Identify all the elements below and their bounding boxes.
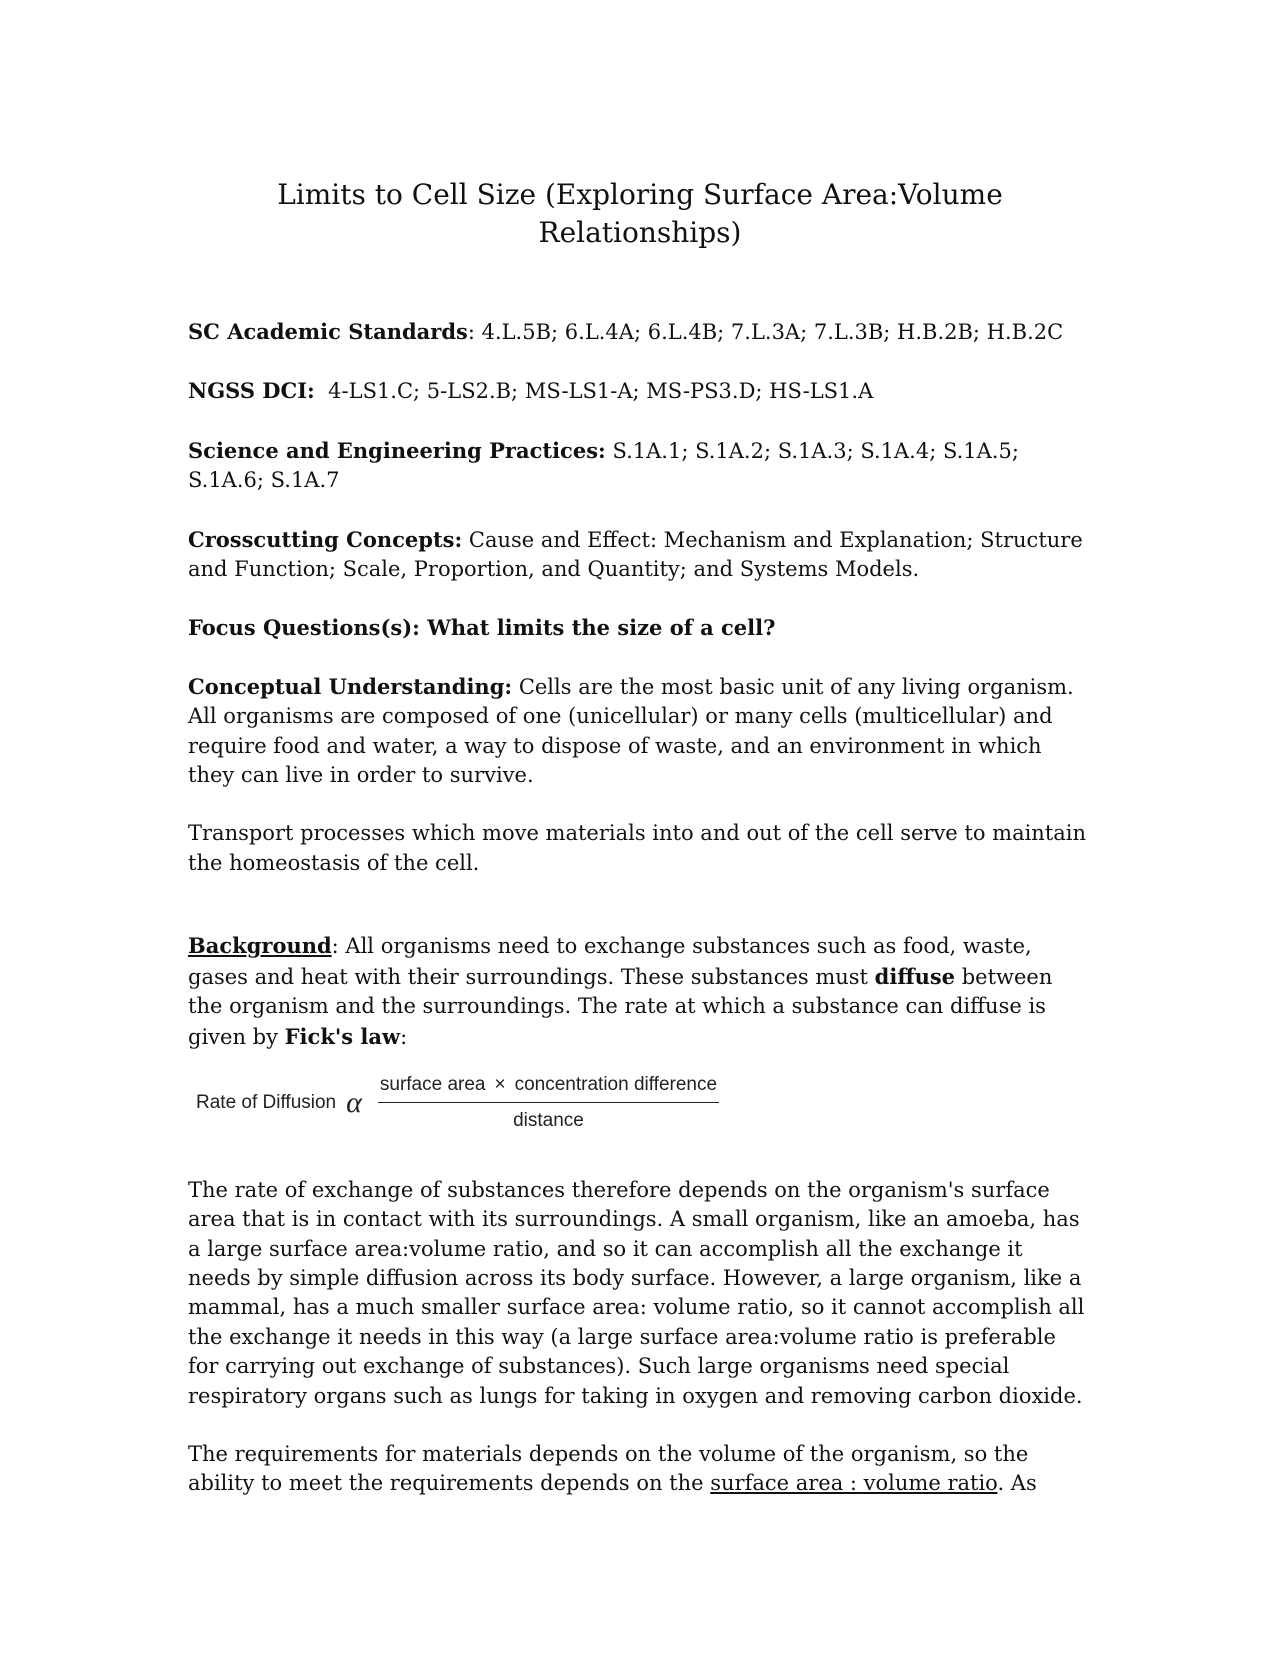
crosscutting-line [188, 525, 1088, 585]
formula-numerator [378, 1070, 719, 1103]
proportional-symbol: α [346, 1085, 362, 1119]
sc-standards-label: SC Academic Standards [188, 319, 468, 344]
ngss-dci-label: NGSS DCI: [188, 378, 315, 404]
background-label: Background [188, 933, 332, 959]
ficks-law-term: Fick's law [284, 1023, 401, 1049]
diffuse-term: diffuse [874, 963, 956, 989]
background-text-2: between the organism and the surroundings. The rate at which a substance can diffuse is given by [188, 964, 1053, 1049]
ngss-dci-value: 4-LS1.C; 5-LS2.B; MS-LS1-A; MS-PS3.D; HS-LS1.A [314, 379, 874, 404]
document-body [188, 317, 1088, 1528]
requirements-paragraph [188, 1440, 1088, 1499]
section-spacer [188, 907, 1088, 931]
formula-label: Rate of Diffusion [196, 1092, 337, 1114]
crosscutting-value: Cause and Effect: Mechanism and Explanation; Structure and Function; Scale, Proportion, and Quantity; and Systems Models. [188, 527, 1083, 582]
focus-question: Focus Questions(s): What limits the size of a cell? [188, 615, 776, 641]
sc-standards-value: : 4.L.5B; 6.L.4A; 6.L.4B; 7.L.3A; 7.L.3B; H.B.2B; H.B.2C [467, 320, 1064, 344]
ficks-law-formula [196, 1070, 1088, 1136]
exchange-paragraph: The rate of exchange of substances therefore depends on the organism's surface area that is in contact with its surroundings. A small organism, like an amoeba, has a large surface area:volume ratio, and so it can accomplish all the exchange it needs by simple diffusion across its body surface. However, a large organism, like a mammal, has a much smaller surface area: volume ratio, so it cannot accomplish all the exchange it needs in this way (a large surface area:volume ratio is preferable for carrying out exchange of substances). Such large organisms need special respiratory organs such as lungs for taking in oxygen and removing carbon dioxide. [188, 1177, 1085, 1408]
crosscutting-label: Crosscutting Concepts: [188, 526, 463, 552]
conceptual-label: Conceptual Understanding: [188, 673, 513, 699]
requirements-text-1: The requirements for materials depends on the volume of the organism, so the ability to meet the requirements depends on the [188, 1441, 1029, 1496]
background-paragraph [188, 931, 1088, 1052]
practices-label: Science and Engineering Practices: [188, 437, 606, 463]
sc-standards-line [188, 317, 1088, 347]
background-text-1: : All organisms need to exchange substances such as food, waste, gases and heat with their surroundings. These substances must [188, 934, 1032, 989]
formula-denominator: distance [513, 1110, 584, 1132]
document-title: Limits to Cell Size (Exploring Surface Area:Volume Relationships) [277, 178, 1003, 249]
background-text-3: : [400, 1024, 408, 1049]
practices-line [188, 436, 1088, 496]
numerator-surface-area: surface area [379, 1073, 486, 1095]
surface-volume-ratio-link: surface area : volume ratio [710, 1471, 998, 1496]
formula-fraction [378, 1070, 719, 1136]
transport-paragraph: Transport processes which move materials into and out of the cell serve to maintain the homeostasis of the cell. [188, 821, 1087, 875]
requirements-text-2: . As [997, 1471, 1037, 1496]
numerator-concentration: concentration difference [514, 1073, 718, 1095]
ngss-dci-line [188, 376, 1088, 406]
practices-value: S.1A.1; S.1A.2; S.1A.3; S.1A.4; S.1A.5; S.1A.6; S.1A.7 [188, 438, 1019, 493]
multiply-symbol: × [494, 1073, 506, 1095]
conceptual-understanding [188, 672, 1088, 791]
conceptual-value: Cells are the most basic unit of any living organism. All organisms are composed of one (unicellular) or many cells (multicellular) and require food and water, a way to dispose of waste, and an environment in which they can live in order to survive. [188, 674, 1074, 788]
